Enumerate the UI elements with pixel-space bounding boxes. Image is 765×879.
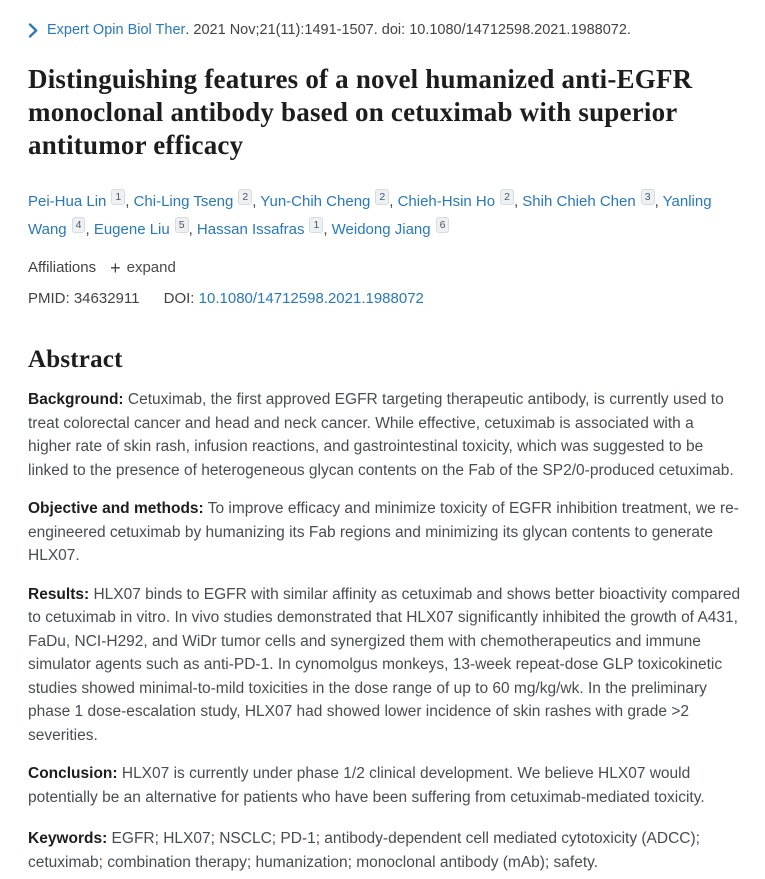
author-separator: , xyxy=(513,193,523,210)
author-link[interactable]: Yun-Chih Cheng xyxy=(260,193,371,210)
abstract-paragraph-conclusion xyxy=(28,762,741,809)
paragraph-label: Conclusion: xyxy=(28,765,118,782)
author-separator: , xyxy=(252,193,261,210)
doi-label: DOI: xyxy=(163,290,195,307)
plus-icon: + xyxy=(110,258,121,278)
pmid-group xyxy=(28,290,144,307)
author-link[interactable]: Eugene Liu xyxy=(93,221,170,238)
author-link[interactable]: Shih Chieh Chen xyxy=(522,193,636,210)
chevron-right-icon[interactable] xyxy=(28,23,38,38)
abstract-paragraph-objective xyxy=(28,497,741,568)
affiliations-row xyxy=(28,258,741,278)
paragraph-text: HLX07 binds to EGFR with similar affinity as cetuximab and shows better bioactivity compared to cetuximab in vitro. In vivo studies demonstrated that HLX07 significantly inhibited the growth of A431, FaDu, NCI-H292, and WiDr tumor cells and synergized them with chemotherapeutics and immune simulator agents such as anti-PD-1. In cynomolgus monkeys, 13-week repeat-dose GLP toxicokinetic studies showed minimal-to-mild toxicities in the dose range of up to 60 mg/kg/wk. In the preliminary phase 1 dose-escalation study, HLX07 had showed lower incidence of skin rashes with grade >2 severities. xyxy=(28,585,741,744)
keywords-text: EGFR; HLX07; NSCLC; PD-1; antibody-dependent cell mediated cytotoxicity (ADCC); cetuximab; combination therapy; humanization; monoclonal antibody (mAb); safety. xyxy=(28,830,700,871)
author-affiliation-sup: 1 xyxy=(309,217,323,233)
journal-link[interactable]: Expert Opin Biol Ther xyxy=(47,22,186,38)
abstract-heading: Abstract xyxy=(28,346,123,373)
citation-details: . 2021 Nov;21(11):1491-1507. doi: 10.1080/14712598.2021.1988072. xyxy=(185,22,631,38)
author-link[interactable]: Pei-Hua Lin xyxy=(28,193,107,210)
expand-affiliations-button[interactable] xyxy=(110,258,176,278)
author-separator: , xyxy=(188,221,197,238)
paragraph-text: HLX07 is currently under phase 1/2 clinical development. We believe HLX07 would potentially be an alternative for patients who have been suffering from cetuximab-mediated toxicity. xyxy=(28,765,705,806)
citation-text xyxy=(47,22,631,39)
author-link[interactable]: Weidong Jiang xyxy=(331,221,431,238)
author-link[interactable]: Chieh-Hsin Ho xyxy=(397,193,496,210)
author-link[interactable]: Yanling Wang xyxy=(28,193,712,238)
abstract-paragraph-background xyxy=(28,388,741,482)
author-separator: , xyxy=(654,193,663,210)
citation-row xyxy=(28,22,741,39)
expand-label: expand xyxy=(126,259,176,276)
author-separator: , xyxy=(323,221,332,238)
article-title: Distinguishing features of a novel humanized anti-EGFR monoclonal antibody based on cetuximab with superior antitumor efficacy xyxy=(28,64,693,160)
author-separator: , xyxy=(389,193,398,210)
author-affiliation-sup: 4 xyxy=(72,217,86,233)
identifiers-row xyxy=(28,289,741,309)
author-separator: , xyxy=(85,221,94,238)
paragraph-label: Background: xyxy=(28,391,124,408)
author-separator: , xyxy=(125,193,134,210)
paragraph-text: Cetuximab, the first approved EGFR targeting therapeutic antibody, is currently used to treat colorectal cancer and head and neck cancer. While effective, cetuximab is associated with a higher rate of skin rash, infusion reactions, and gastrointestinal toxicity, which was suggested to be linked to the presence of heterogeneous glycan contents on the Fab of the SP2/0-produced cetuximab. xyxy=(28,391,734,479)
author-link[interactable]: Chi-Ling Tseng xyxy=(133,193,234,210)
author-link[interactable]: Hassan Issafras xyxy=(196,221,305,238)
authors-list xyxy=(28,188,733,244)
author-affiliation-sup: 2 xyxy=(375,189,389,205)
keywords-paragraph xyxy=(28,827,741,874)
author-affiliation-sup: 3 xyxy=(641,189,655,205)
keywords-label: Keywords: xyxy=(28,830,108,847)
abstract-paragraph-results xyxy=(28,583,741,748)
author-affiliation-sup: 6 xyxy=(436,217,450,233)
doi-link[interactable]: 10.1080/14712598.2021.1988072 xyxy=(198,290,424,307)
paragraph-label: Results: xyxy=(28,585,90,603)
author-affiliation-sup: 5 xyxy=(175,217,189,233)
affiliations-label: Affiliations xyxy=(28,259,97,276)
doi-group xyxy=(164,290,424,307)
paragraph-text: To improve efficacy and minimize toxicity of EGFR inhibition treatment, we re-engineered cetuximab by humanizing its Fab regions and minimizing its glycan contents to generate HLX07. xyxy=(28,500,739,564)
paragraph-label: Objective and methods: xyxy=(28,500,204,517)
pmid-label: PMID: xyxy=(28,290,70,307)
pmid-value: 34632911 xyxy=(73,290,140,307)
author-affiliation-sup: 1 xyxy=(111,189,125,205)
author-affiliation-sup: 2 xyxy=(500,189,514,205)
author-affiliation-sup: 2 xyxy=(238,189,252,205)
